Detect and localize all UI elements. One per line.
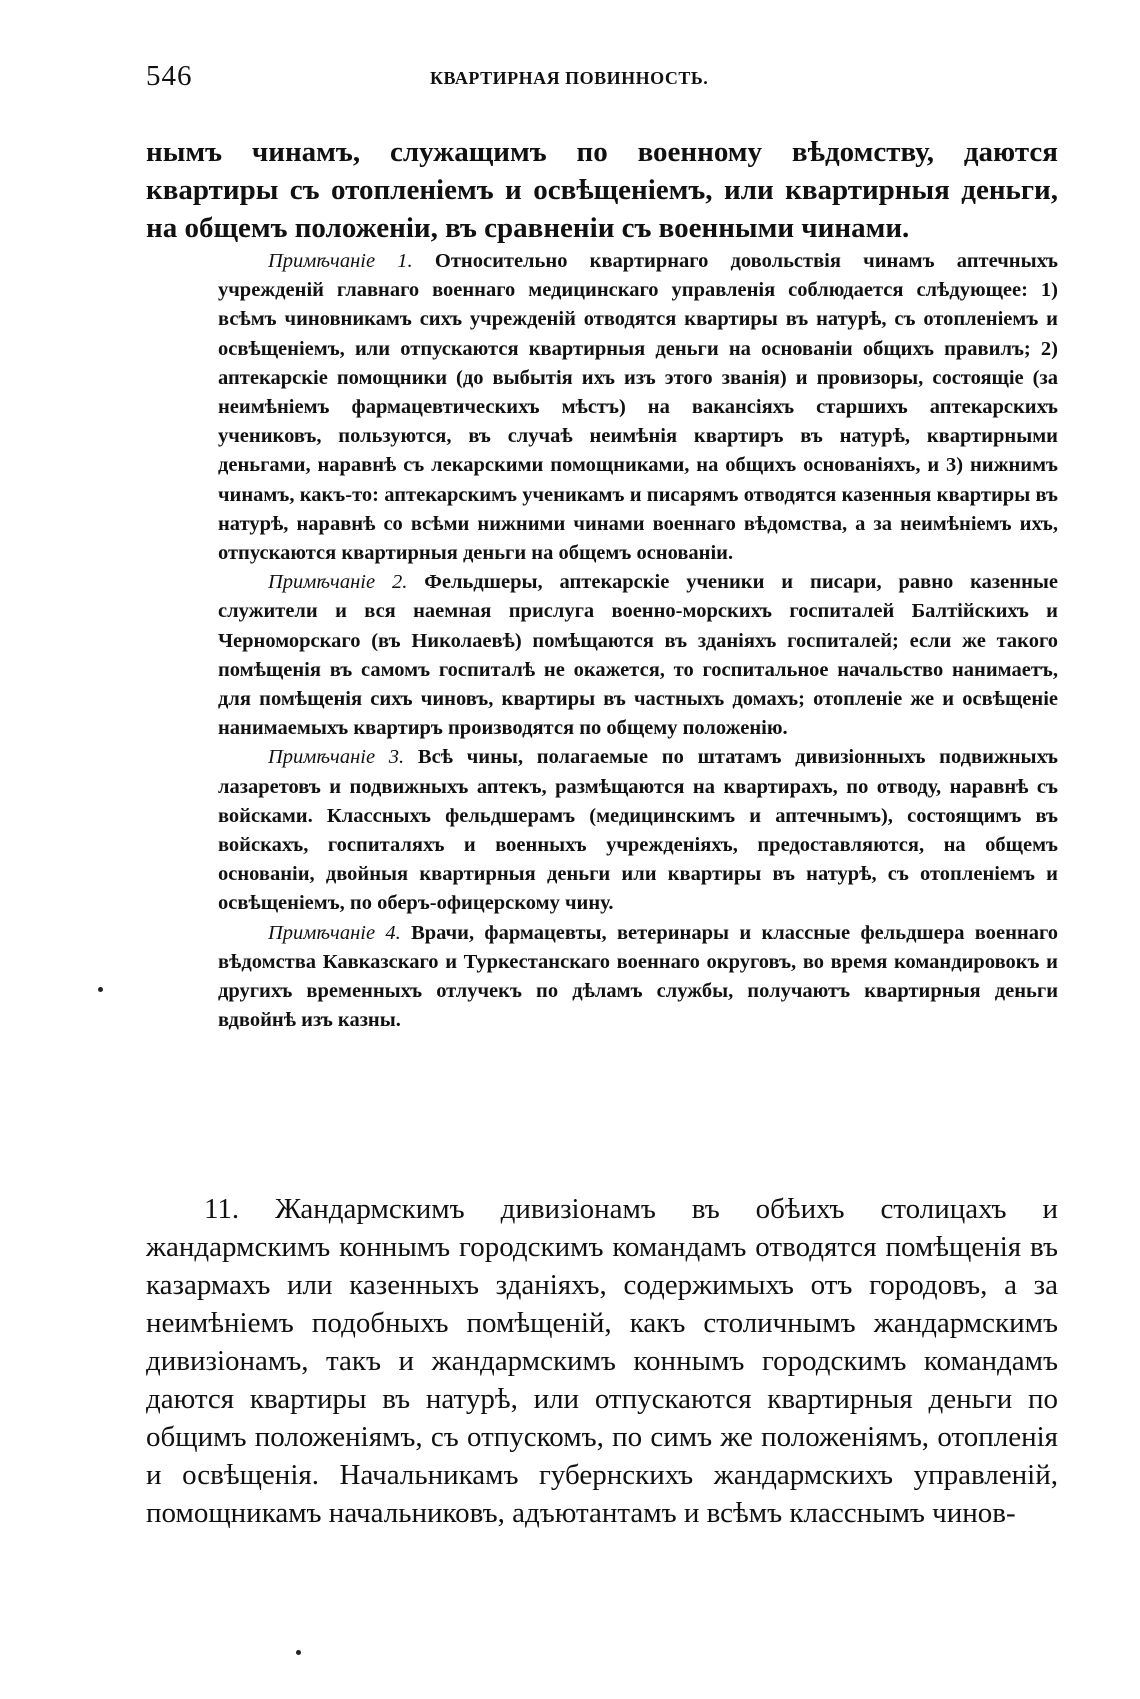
ink-speck xyxy=(98,987,103,992)
note-2 xyxy=(218,568,1058,743)
intro-paragraph: нымъ чинамъ, служащимъ по военному вѣдомству, даются квартиры съ отопленіемъ и освѣщеніемъ, или квартирныя деньги, на общемъ положеніи, въ сравненіи съ военными чинами. xyxy=(146,136,1058,244)
note-3 xyxy=(218,743,1058,918)
note-4-label: Примѣчаніе 4. xyxy=(268,921,401,944)
note-2-text: Фельдшеры, аптекарскіе ученики и писари, равно казенные служители и вся наемная прислуга военно-морскихъ госпиталей Балтійскихъ и Черноморскаго (въ Николаевѣ) помѣщаются въ зданіяхъ госпиталей; если же такого помѣщенія въ самомъ госпиталѣ не окажется, то госпитальное начальство нанимаетъ, для помѣщенія сихъ чиновъ, квартиры въ частныхъ домахъ; отопленіе же и освѣщеніе нанимаемыхъ квартиръ производятся по общему положенію. xyxy=(218,571,1058,740)
paragraph-11-text: Жандармскимъ дивизіонамъ въ обѣихъ столицахъ и жандармскимъ коннымъ городскимъ командамъ отводятся помѣщенія въ казармахъ или казенныхъ зданіяхъ, содержимыхъ отъ городовъ, а за неимѣніемъ подобныхъ помѣщеній, какъ столичнымъ жандармскимъ дивизіонамъ, такъ и жандармскимъ коннымъ городскимъ командамъ даются квартиры въ натурѣ, или отпускаются квартирныя деньги по общимъ положеніямъ, съ отпускомъ, по симъ же положеніямъ, отопленія и освѣщенія. Начальникамъ губернскихъ жандармскихъ управленій, помощникамъ начальниковъ, адъютантамъ и всѣмъ класснымъ чинов- xyxy=(146,1193,1058,1529)
paragraph-11-number: 11. xyxy=(204,1193,240,1225)
note-3-label: Примѣчаніе 3. xyxy=(268,746,405,769)
page-header xyxy=(146,60,1058,100)
ink-speck xyxy=(296,1650,301,1655)
note-4 xyxy=(218,919,1058,1036)
page-number: 546 xyxy=(146,60,193,92)
note-1-text: Относительно квартирнаго довольствія чинамъ аптечныхъ учрежденій главнаго военнаго медицинскаго управленія соблюдается слѣдующее: 1) всѣмъ чиновникамъ сихъ учрежденій отводятся квартиры въ натурѣ, съ отопленіемъ и освѣщеніемъ, или отпускаются квартирныя деньги на основаніи общихъ правилъ; 2) аптекарскіе помощники (до выбытія ихъ изъ этого званія) и провизоры, состоящіе (за неимѣніемъ фармацевтическихъ мѣстъ) на вакансіяхъ старшихъ аптекарскихъ учениковъ, пользуются, въ случаѣ неимѣнія квартиръ въ натурѣ, квартирными деньгами, наравнѣ съ лекарскими помощниками, на общихъ основаніяхъ, и 3) нижнимъ чинамъ, какъ-то: аптекарскимъ ученикамъ и писарямъ отводятся казенныя квартиры въ натурѣ, наравнѣ со всѣми нижними чинами военнаго вѣдомства, а за неимѣніемъ ихъ, отпускаются квартирныя деньги на общемъ основаніи. xyxy=(218,250,1058,565)
paragraph-11 xyxy=(146,1190,1058,1532)
running-title: КВАРТИРНАЯ ПОВИННОСТЬ. xyxy=(430,68,709,88)
note-1 xyxy=(218,247,1058,568)
notes-section xyxy=(218,247,1058,1035)
note-1-label: Примѣчаніе 1. xyxy=(268,250,413,272)
note-4-text: Врачи, фармацевты, ветеринары и классные фельдшера военнаго вѣдомства Кавказскаго и Туркестанскаго военнаго округовъ, во время командировокъ и другихъ временныхъ отлучекъ по дѣламъ службы, получаютъ квартирныя деньги вдвойнѣ изъ казны. xyxy=(218,921,1059,1032)
note-2-label: Примѣчаніе 2. xyxy=(268,571,408,594)
note-3-text: Всѣ чины, полагаемые по штатамъ дивизіонныхъ подвижныхъ лазаретовъ и подвижныхъ аптекъ, размѣщаются на квартирахъ, по отводу, наравнѣ съ войсками. Классныхъ фельдшерамъ (медицинскимъ и аптечнымъ), состоящимъ въ войскахъ, госпиталяхъ и военныхъ учрежденіяхъ, предоставляются, на общемъ основаніи, двойныя квартирныя деньги или квартиры въ натурѣ, съ отопленіемъ и освѣщеніемъ, по оберъ-офицерскому чину. xyxy=(218,746,1058,915)
